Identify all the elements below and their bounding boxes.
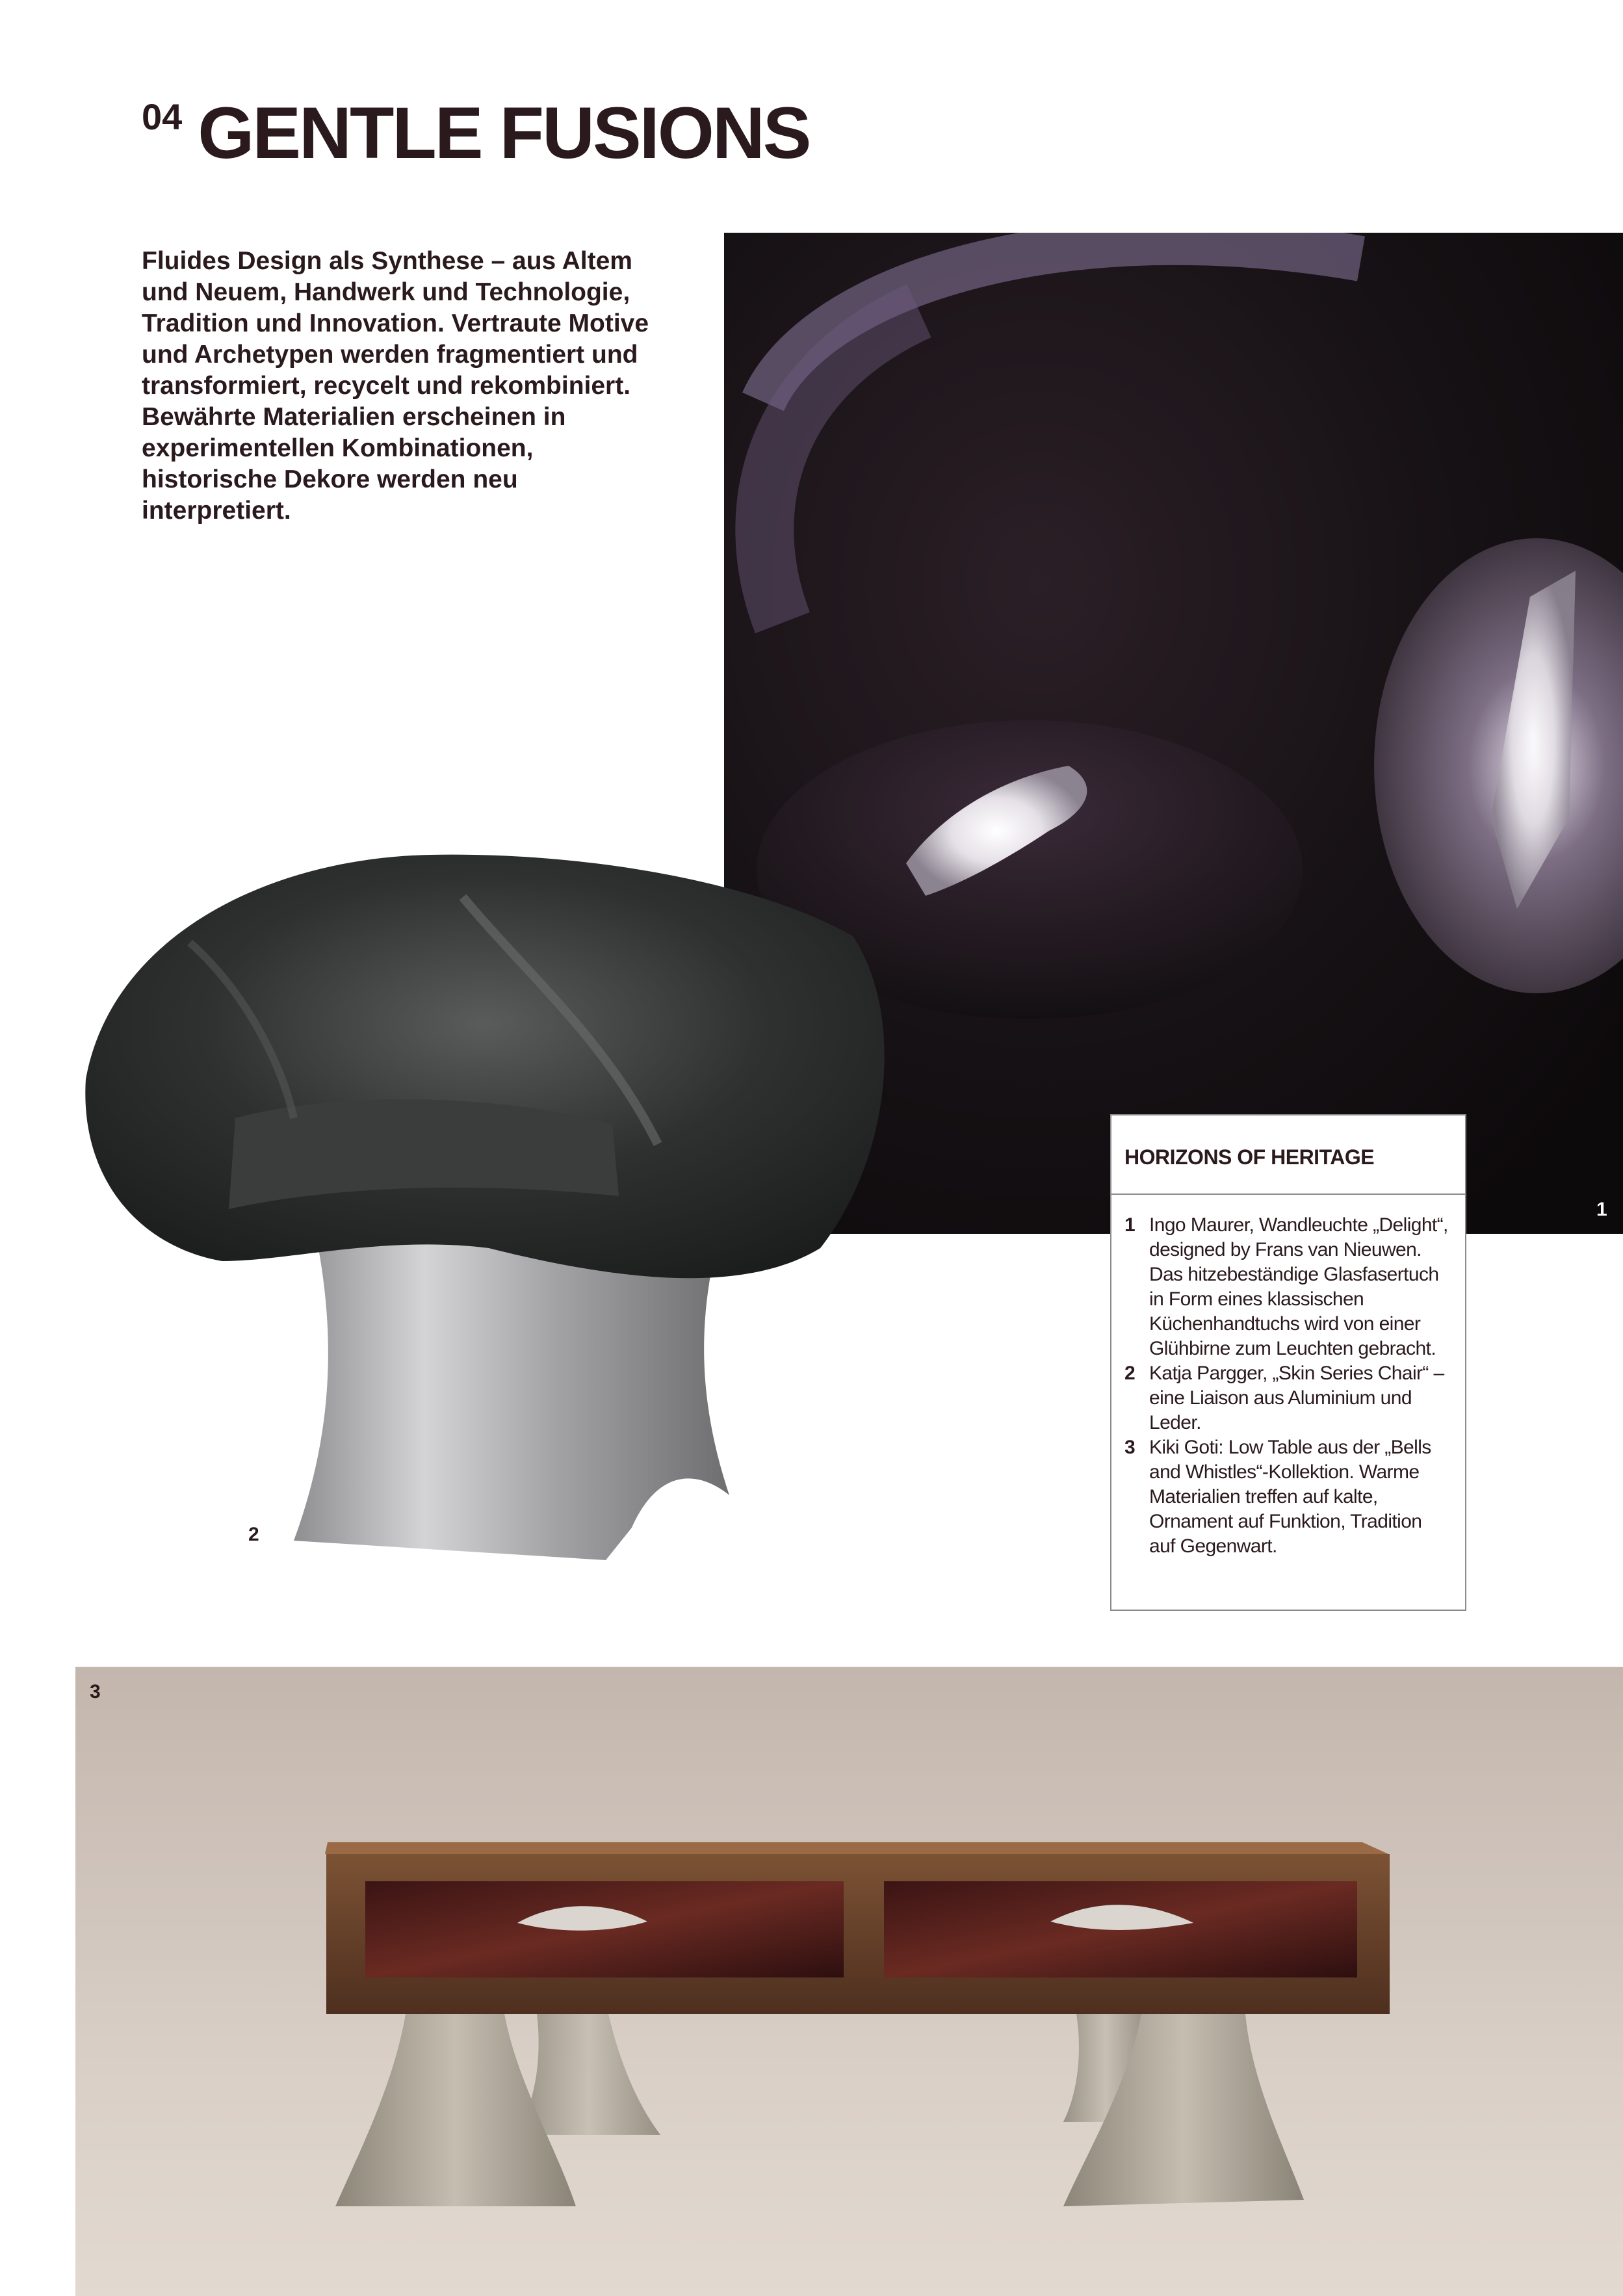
chapter-number: 04 xyxy=(142,96,183,137)
table-photo xyxy=(75,1667,1623,2296)
figure-number: 3 xyxy=(90,1681,101,1702)
intro-text: Fluides Design als Synthese – aus Altem und Neuem, Handwerk und Technologie, Tradition und Innovation. Vertraute Motive und Archetypen werden fragmentiert und transformiert, recycelt und rekombiniert. Bewährte Materialien erscheinen in experimentellen Kombinationen, historische Dekore werden neu interpretiert. xyxy=(142,247,649,525)
caption-number: 1 xyxy=(1124,1214,1136,1236)
page-title xyxy=(142,91,809,175)
caption-number: 2 xyxy=(1124,1363,1136,1384)
table-top xyxy=(325,1842,1388,1854)
caption-item xyxy=(1124,1213,1452,1361)
chair-photo xyxy=(73,845,905,1580)
caption-list xyxy=(1111,1195,1465,1559)
caption-text: Katja Pargger, „Skin Series Chair“ – eine Liaison aus Aluminium und Leder. xyxy=(1149,1363,1444,1433)
caption-number: 3 xyxy=(1124,1437,1136,1458)
figure-number: 2 xyxy=(248,1524,259,1545)
caption-text: Kiki Goti: Low Table aus der „Bells and Whistles“-Kollektion. Warme Materialien treffen auf kalte, Ornament auf Funktion, Tradition auf Gegenwart. xyxy=(1149,1437,1431,1557)
caption-item xyxy=(1124,1361,1452,1435)
caption-heading: HORIZONS OF HERITAGE xyxy=(1111,1115,1465,1195)
chapter-title: GENTLE FUSIONS xyxy=(198,92,810,174)
caption-box xyxy=(1110,1114,1466,1611)
caption-item xyxy=(1124,1435,1452,1559)
caption-text: Ingo Maurer, Wandleuchte „Delight“, designed by Frans van Nieuwen. Das hitzebeständige Glasfasertuch in Form eines klassischen Küchenhandtuchs wird von einer Glühbirne zum Leuchten gebracht. xyxy=(1149,1214,1448,1359)
figure-number: 1 xyxy=(1596,1199,1607,1220)
